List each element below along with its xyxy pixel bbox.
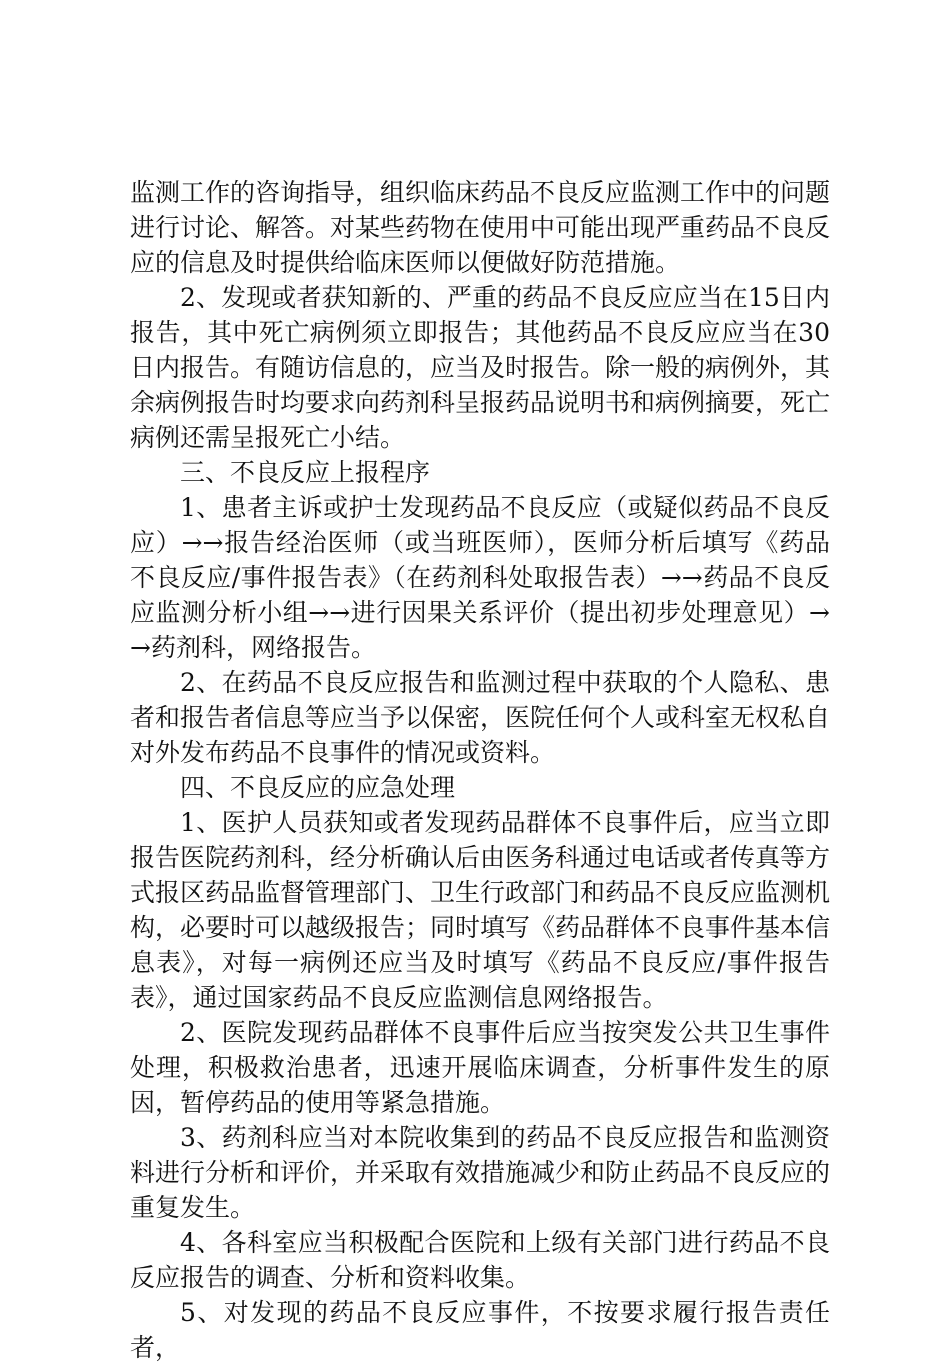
paragraph-group-event-report: 1、医护人员获知或者发现药品群体不良事件后，应当立即报告医院药剂科，经分析确认后由医务科通过电话或者传真等方式报区药品监督管理部门、卫生行政部门和药品不良反应监测机构，必要时可以越级报告；同时填写《药品群体不良事件基本信息表》，对每一病例还应当及时填写《药品不良反应/事件报告表》，通过国家药品不良反应监测信息网络报告。 bbox=[130, 808, 831, 1012]
section-heading-reporting-procedure: 三、不良反应上报程序 bbox=[180, 458, 431, 487]
paragraph-confidentiality: 2、在药品不良反应报告和监测过程中获取的个人隐私、患者和报告者信息等应当予以保密，医院任何个人或科室无权私自对外发布药品不良事件的情况或资料。 bbox=[130, 668, 831, 767]
paragraph-department-cooperation: 4、各科室应当积极配合医院和上级有关部门进行药品不良反应报告的调查、分析和资料收集。 bbox=[130, 1228, 830, 1292]
paragraph-report-deadline: 2、发现或者获知新的、严重的药品不良反应应当在15日内报告，其中死亡病例须立即报告；其他药品不良反应应当在30日内报告。有随访信息的，应当及时报告。除一般的病例外，其余病例报告时均要求向药剂科呈报药品说明书和病例摘要，死亡病例还需呈报死亡小结。 bbox=[130, 283, 831, 452]
paragraph-emergency-measures: 2、医院发现药品群体不良事件后应当按突发公共卫生事件处理，积极救治患者，迅速开展临床调查，分析事件发生的原因，暂停药品的使用等紧急措施。 bbox=[130, 1018, 830, 1117]
paragraph-accountability: 5、对发现的药品不良反应事件，不按要求履行报告责任者， bbox=[130, 1298, 830, 1362]
document-body bbox=[130, 175, 830, 1365]
paragraph-analysis-evaluation: 3、药剂科应当对本院收集到的药品不良反应报告和监测资料进行分析和评价，并采取有效措施减少和防止药品不良反应的重复发生。 bbox=[130, 1123, 831, 1222]
section-heading-emergency-handling: 四、不良反应的应急处理 bbox=[180, 773, 456, 802]
paragraph-monitoring-guidance: 监测工作的咨询指导，组织临床药品不良反应监测工作中的问题进行讨论、解答。对某些药物在使用中可能出现严重药品不良反应的信息及时提供给临床医师以便做好防范措施。 bbox=[130, 178, 831, 277]
paragraph-reporting-flow: 1、患者主诉或护士发现药品不良反应（或疑似药品不良反应）→→报告经治医师（或当班医师），医师分析后填写《药品不良反应/事件报告表》（在药剂科处取报告表）→→药品不良反应监测分析小组→→进行因果关系评价（提出初步处理意见）→→药剂科，网络报告。 bbox=[130, 493, 830, 662]
